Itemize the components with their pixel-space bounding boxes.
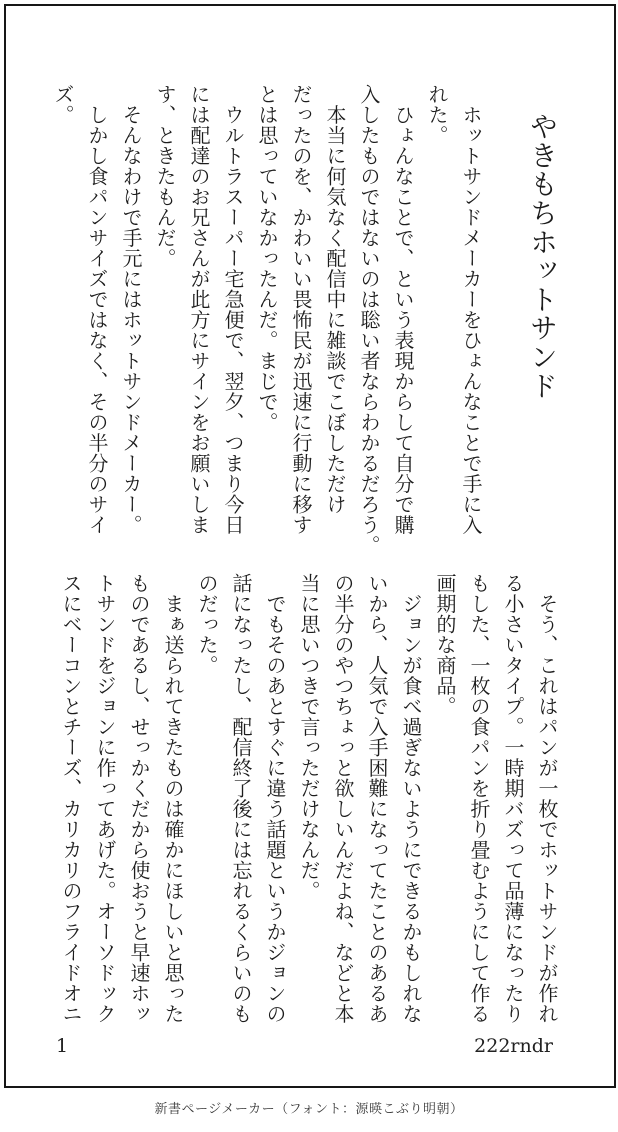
text-column: 画期的な商品。 — [433, 573, 457, 717]
text-column: の半分のやつちょっと欲しいんだよね、などと本 — [331, 573, 355, 1024]
text-column: でもそのあとすぐに違う話題というかジョンの — [263, 573, 287, 1024]
text-column: 当に思いつきで言っただけなんだ。 — [297, 573, 321, 901]
text-column: そう、これはパンが一枚でホットサンドが作れ — [535, 573, 559, 1024]
text-column: ウルトラスーパー宅急便で、翌夕、つまり今日 — [221, 84, 245, 535]
text-column: トサンドをジョンに作ってあげた。オーソドック — [93, 573, 117, 1024]
text-column: す、ときたもんだ。 — [153, 84, 177, 269]
novel-page — [4, 4, 616, 1088]
author-credit: 222rndr — [474, 1035, 553, 1057]
text-column: ズ。 — [51, 84, 75, 125]
text-column: もした、一枚の食パンを折り畳むようにして作る — [467, 573, 491, 1024]
text-column: には配達のお兄さんが此方にサインをお願いしま — [187, 84, 211, 535]
text-band-top — [46, 84, 564, 556]
text-column: ジョンが食べ過ぎないようにできるかもしれな — [399, 573, 423, 1024]
text-column: まぁ送られてきたものは確かにほしいと思った — [161, 573, 185, 1024]
text-column: しかし食パンサイズではなく、その半分のサイ — [85, 84, 109, 535]
text-column: だったのを、かわいい畏怖民が迅速に行動に移す — [289, 84, 313, 535]
page-number: 1 — [56, 1035, 69, 1057]
generator-caption: 新書ページメーカー（フォント：源暎こぶり明朝） — [154, 1102, 464, 1117]
text-column: そんなわけで手元にはホットサンドメーカー。 — [119, 84, 143, 535]
text-column: とは思っていなかったんだ。まじで。 — [255, 84, 279, 433]
text-column: スにベーコンとチーズ、カリカリのフライドオニ — [59, 573, 83, 1024]
text-column: る小さいタイプ。一時期バズって品薄になったり — [501, 573, 525, 1024]
text-column: のだった。 — [195, 573, 219, 676]
text-column: 本当に何気なく配信中に雑談でこぼしただけ — [323, 84, 347, 515]
text-column: ホットサンドメーカーをひょんなことで手に入 — [459, 84, 483, 535]
text-column: 入したものではないのは聡い者ならわかるだろう。 — [357, 84, 381, 556]
page-title: やきもちホットサンド — [526, 112, 559, 400]
text-column: ものであるし、せっかくだから使おうと早速ホッ — [127, 573, 151, 1024]
text-band-bottom — [54, 573, 564, 1025]
text-column: れた。 — [425, 84, 449, 146]
text-column: 話になったし、配信終了後には忘れるくらいのも — [229, 573, 253, 1024]
text-column: いから、人気で入手困難になってたことのあるあ — [365, 573, 389, 1024]
text-column: ひょんなことで、という表現からして自分で購 — [391, 84, 415, 535]
